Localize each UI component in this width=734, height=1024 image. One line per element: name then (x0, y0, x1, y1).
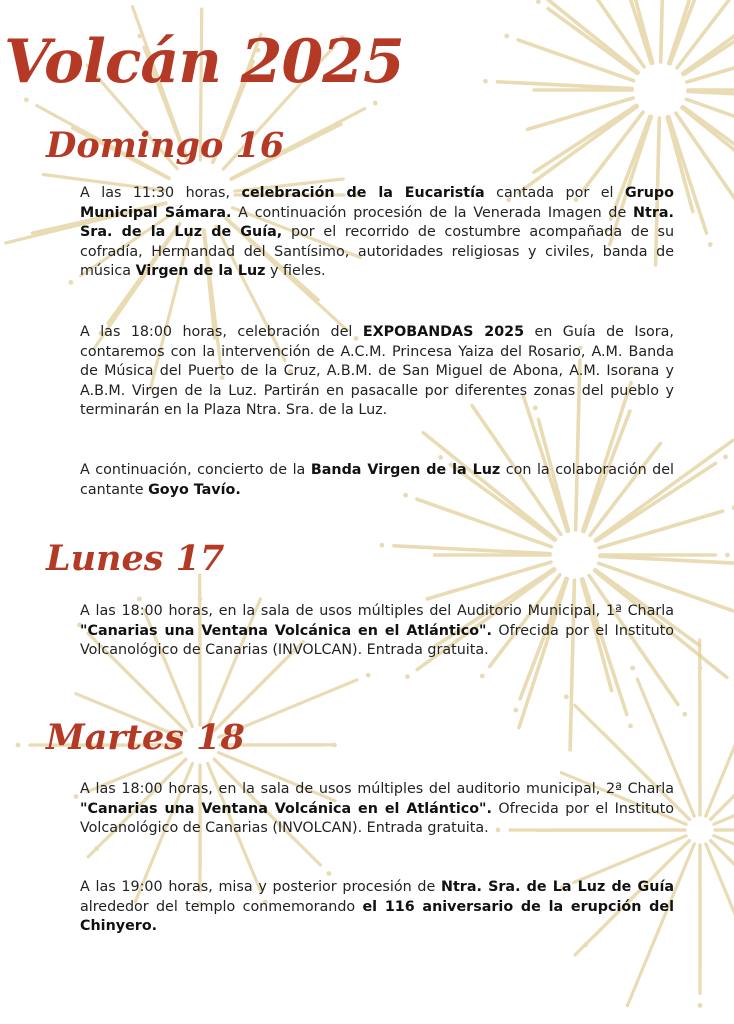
text-run: A las 18:00 horas, en la sala de usos múltiples del auditorio municipal, 2ª Charla (80, 781, 674, 797)
bold-text: Ntra. Sra. de la Luz de Guía, (80, 204, 674, 240)
bold-text: EXPOBANDAS 2025 (362, 324, 525, 340)
paragraph (80, 878, 674, 937)
text-run: Ofrecida por el Instituto Volcanológico de Canarias (INVOLCAN). Entrada gratuita. (80, 622, 674, 658)
bold-text: Virgen de la Luz (135, 263, 266, 279)
paragraph (80, 323, 674, 421)
day-heading-lunes: Lunes 17 (46, 538, 225, 579)
paragraph (80, 184, 674, 282)
bold-text: Grupo Municipal Sámara. (80, 185, 674, 221)
text-run: por el recorrido de costumbre acompañada de su cofradía, Hermandad del Santísimo, autoridades religiosas y civiles, banda de música (80, 224, 675, 279)
day-heading-domingo: Domingo 16 (46, 125, 285, 166)
bold-text: Ntra. Sra. de La Luz de Guía (441, 879, 674, 895)
bold-text: el 116 aniversario de la erupción del Chinyero. (80, 898, 674, 934)
bold-text: "Canarias una Ventana Volcánica en el Atlántico". (80, 800, 492, 817)
paragraph (80, 780, 674, 839)
text-run: en Guía de Isora, contaremos con la intervención de A.C.M. Princesa Yaiza del Rosario, A.M. Banda de Música del Puerto de la Cruz, A.B.M. de San Miguel de Abona, A.M. Isorana y A.B.M. Virgen de la Luz. Partirán en pasacalle por diferentes zonas del pueblo y terminarán en la Plaza Ntra. Sra. de la Luz. (80, 324, 674, 418)
text-run: y fieles. (265, 263, 326, 279)
bold-text: "Canarias una Ventana Volcánica en el Atlántico". (80, 622, 492, 639)
text-run: A las 18:00 horas, en la sala de usos múltiples del Auditorio Municipal, 1ª Charla (80, 603, 674, 619)
text-run: A las 18:00 horas, celebración del (80, 324, 363, 340)
text-run: A continuación procesión de la Venerada Imagen de (231, 204, 634, 221)
day-heading-martes: Martes 18 (46, 717, 245, 758)
text-run: con la colaboración del cantante (80, 462, 675, 498)
text-run: A las 19:00 horas, misa y posterior procesión de (80, 879, 441, 895)
text-run: alrededor del templo conmemorando (80, 898, 363, 915)
paragraph (80, 461, 674, 500)
bold-text: Banda Virgen de la Luz (310, 462, 501, 478)
bold-text: celebración de la Eucaristía (241, 185, 485, 201)
paragraph (80, 602, 674, 661)
bold-text: Goyo Tavío. (148, 481, 241, 498)
page-title: Volcán 2025 (4, 27, 404, 97)
text-run: A continuación, concierto de la (80, 462, 311, 478)
text-run: cantada por el (484, 185, 625, 201)
text-run: A las 11:30 horas, (80, 185, 242, 201)
text-run: Ofrecida por el Instituto Volcanológico de Canarias (INVOLCAN). Entrada gratuita. (80, 800, 674, 836)
